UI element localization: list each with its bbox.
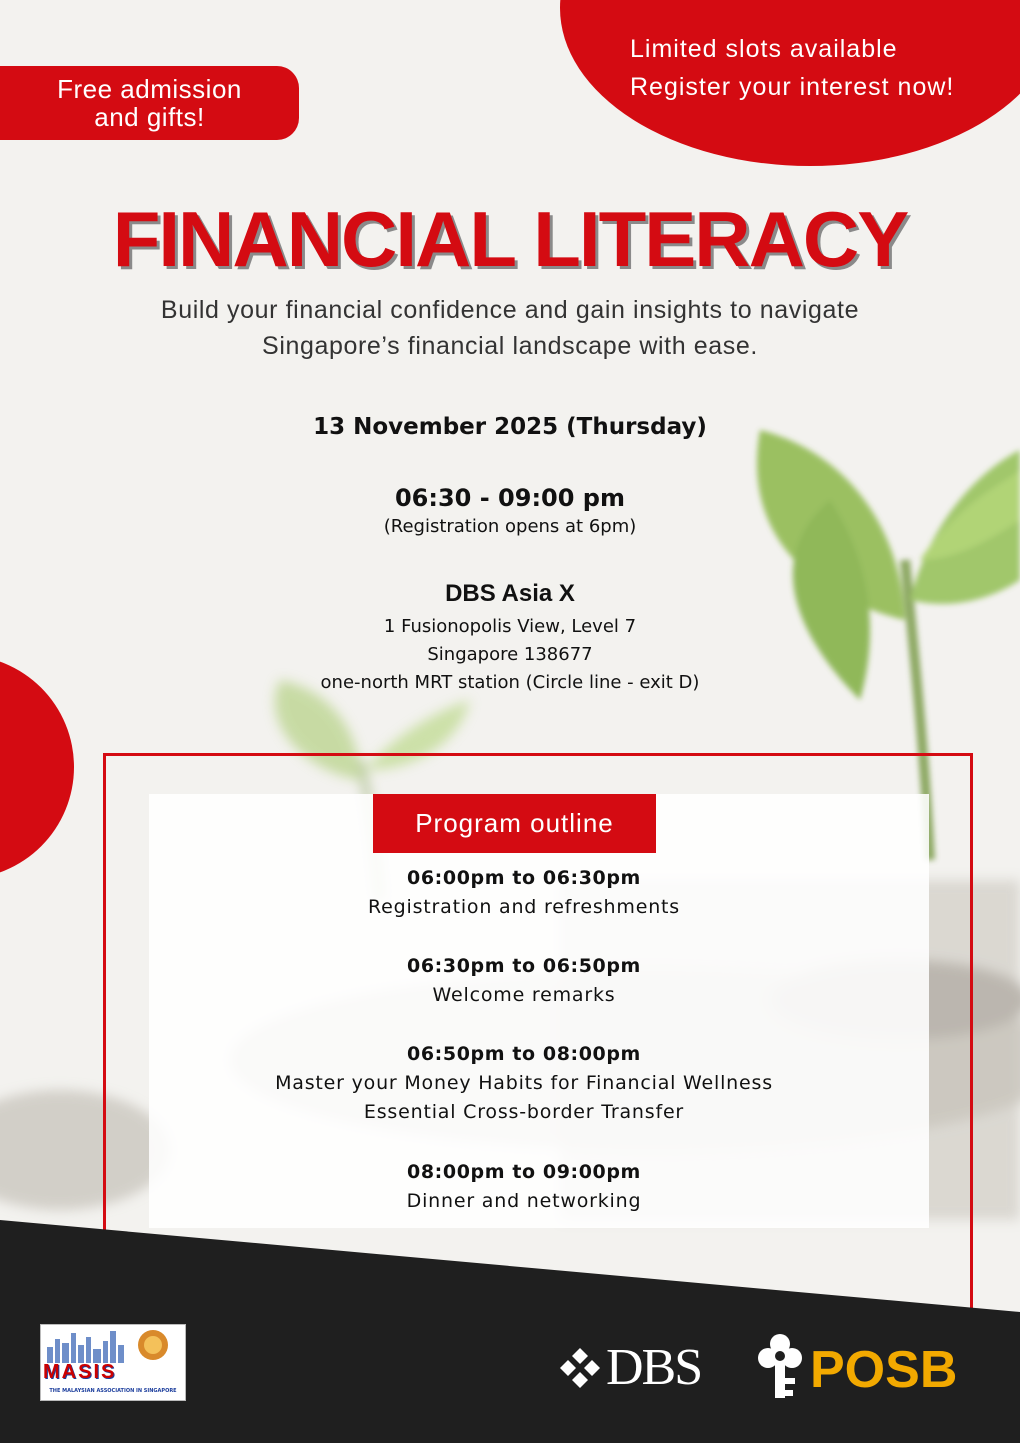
program-outline-header: Program outline [373,794,656,853]
program-slot [149,864,899,922]
free-admission-line1: Free admission [57,74,242,104]
program-slot-time: 08:00pm to 09:00pm [407,1161,641,1183]
dbs-logo [558,1340,728,1396]
program-slot-item: Master your Money Habits for Financial Wellness [275,1072,773,1094]
page-title: FINANCIAL LITERACY [112,195,908,283]
program-slot [149,1040,899,1127]
venue-address-line1: 1 Fusionopolis View, Level 7 [383,616,637,637]
posb-logo [756,1332,956,1404]
free-admission-line2: and gifts! [94,102,205,132]
event-date: 13 November 2025 (Thursday) [313,414,707,440]
program-slot-item: Registration and refreshments [368,896,680,918]
dbs-logo-text: DBS [606,1339,702,1396]
dbs-star-icon [558,1346,602,1390]
program-slot [149,952,899,1010]
venue-address-line3: one-north MRT station (Circle line - exit D) [320,672,700,693]
venue-name: DBS Asia X [445,580,575,607]
program-slot-item: Dinner and networking [406,1190,642,1212]
event-time: 06:30 - 09:00 pm [394,484,625,512]
limited-slots-banner [630,30,990,106]
program-slot-item: Welcome remarks [432,984,616,1006]
limited-slots-line2: Register your interest now! [630,73,955,101]
subtitle-line1: Build your financial confidence and gain insights to navigate [160,296,860,324]
program-slot-time: 06:50pm to 08:00pm [407,1043,641,1065]
program-slot [149,1158,899,1216]
limited-slots-line1: Limited slots available [630,35,898,63]
subtitle [110,292,910,364]
masis-logo [40,1324,186,1401]
subtitle-line2: Singapore’s financial landscape with ease. [262,332,758,360]
program-slot-time: 06:30pm to 06:50pm [407,955,641,977]
masis-logo-subtext: THE MALAYSIAN ASSOCIATION IN SINGAPORE [49,1388,177,1394]
posb-logo-text: POSB [810,1341,958,1399]
skyline-icon [41,1325,186,1365]
registration-note: (Registration opens at 6pm) [383,516,637,537]
venue-address-line2: Singapore 138677 [427,644,593,665]
program-slot-item: Essential Cross-border Transfer [363,1101,685,1123]
program-slot-time: 06:00pm to 06:30pm [407,867,641,889]
posb-key-icon [756,1332,804,1404]
masis-logo-text: MASIS [43,1361,117,1383]
free-admission-badge [0,66,299,140]
